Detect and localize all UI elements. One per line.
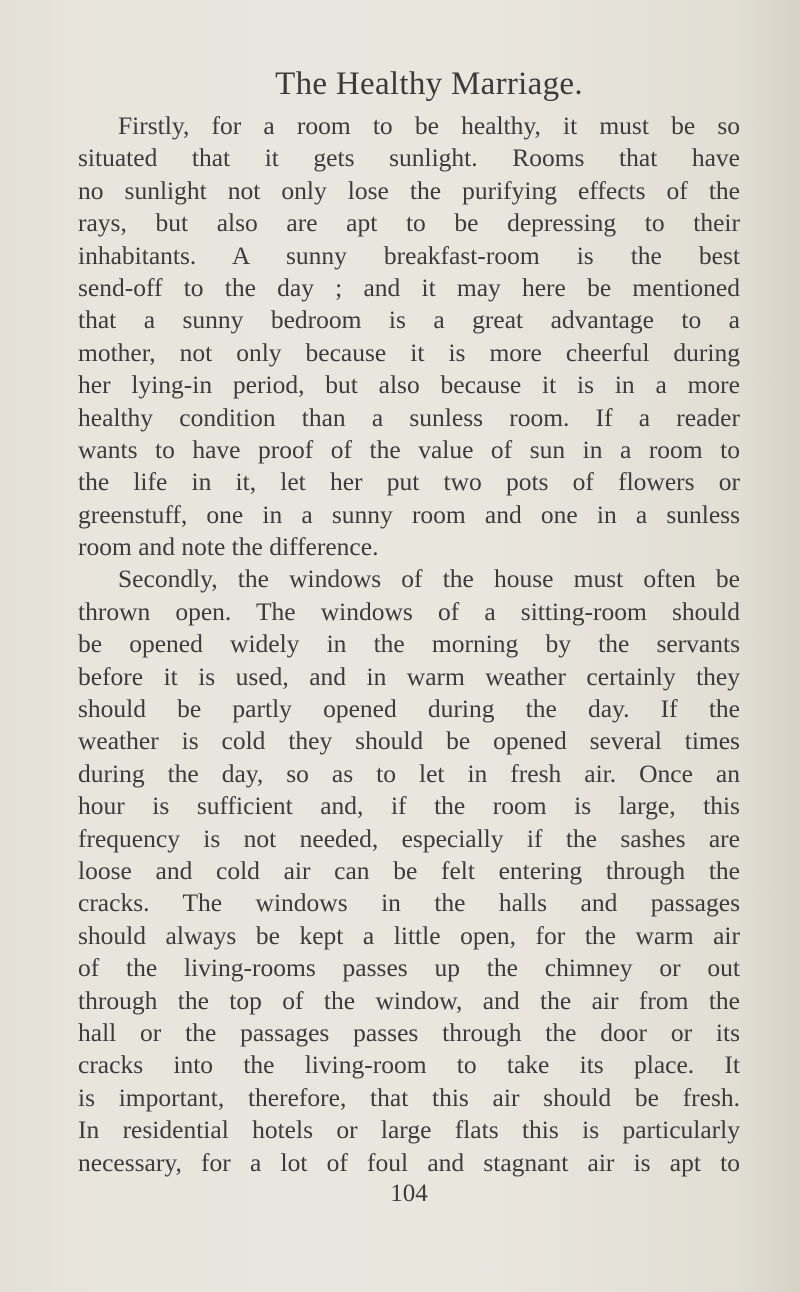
text-line: Firstly, for a room to be healthy, it must be so <box>118 111 740 140</box>
body-text <box>78 110 740 1179</box>
text-line: thrown open. The windows of a sitting-room should <box>78 596 740 626</box>
text-line: wants to have proof of the value of sun in a room to <box>78 434 740 464</box>
text-line: during the day, so as to let in fresh air. Once an <box>78 758 740 788</box>
text-line: Secondly, the windows of the house must often be <box>118 564 740 594</box>
text-line: loose and cold air can be felt entering through the <box>78 855 740 885</box>
text-line: her lying-in period, but also because it is in a more <box>78 370 740 400</box>
text-line: room and note the difference. <box>78 532 379 562</box>
text-line: In residential hotels or large flats this is particularly <box>78 1115 740 1145</box>
text-line: hour is sufficient and, if the room is large, this <box>78 791 740 821</box>
text-line: send-off to the day ; and it may here be mentioned <box>78 272 740 302</box>
text-line: situated that it gets sunlight. Rooms that have <box>78 143 740 173</box>
text-line: that a sunny bedroom is a great advantage to a <box>78 305 740 335</box>
text-line: necessary, for a lot of foul and stagnant air is apt to <box>78 1147 740 1177</box>
running-head: The Healthy Marriage. <box>275 66 583 102</box>
text-line: cracks. The windows in the halls and passages <box>78 888 740 918</box>
text-line: be opened widely in the morning by the servants <box>78 629 740 659</box>
text-line: should always be kept a little open, for the warm air <box>78 920 740 950</box>
text-line: greenstuff, one in a sunny room and one in a sunless <box>78 499 740 529</box>
text-line: rays, but also are apt to be depressing to their <box>78 208 740 238</box>
text-line: inhabitants. A sunny breakfast-room is the best <box>78 240 740 270</box>
text-line: hall or the passages passes through the door or its <box>78 1017 740 1047</box>
text-line: should be partly opened during the day. If the <box>78 694 740 724</box>
paragraph <box>78 110 740 563</box>
text-line: mother, not only because it is more cheerful during <box>78 337 740 367</box>
text-line: healthy condition than a sunless room. If a reader <box>78 402 740 432</box>
text-line: the life in it, let her put two pots of flowers or <box>78 467 740 497</box>
book-page <box>78 62 740 1282</box>
text-line: through the top of the window, and the air from the <box>78 985 740 1015</box>
text-line: no sunlight not only lose the purifying effects of the <box>78 175 740 205</box>
text-line: frequency is not needed, especially if the sashes are <box>78 823 740 853</box>
paragraph <box>78 563 740 1178</box>
page-number: 104 <box>390 1179 428 1207</box>
text-line: cracks into the living-room to take its place. It <box>78 1050 740 1080</box>
text-line: of the living-rooms passes up the chimney or out <box>78 953 740 983</box>
text-line: is important, therefore, that this air should be fresh. <box>78 1082 740 1112</box>
text-line: weather is cold they should be opened several times <box>78 726 740 756</box>
text-line: before it is used, and in warm weather certainly they <box>78 661 740 691</box>
